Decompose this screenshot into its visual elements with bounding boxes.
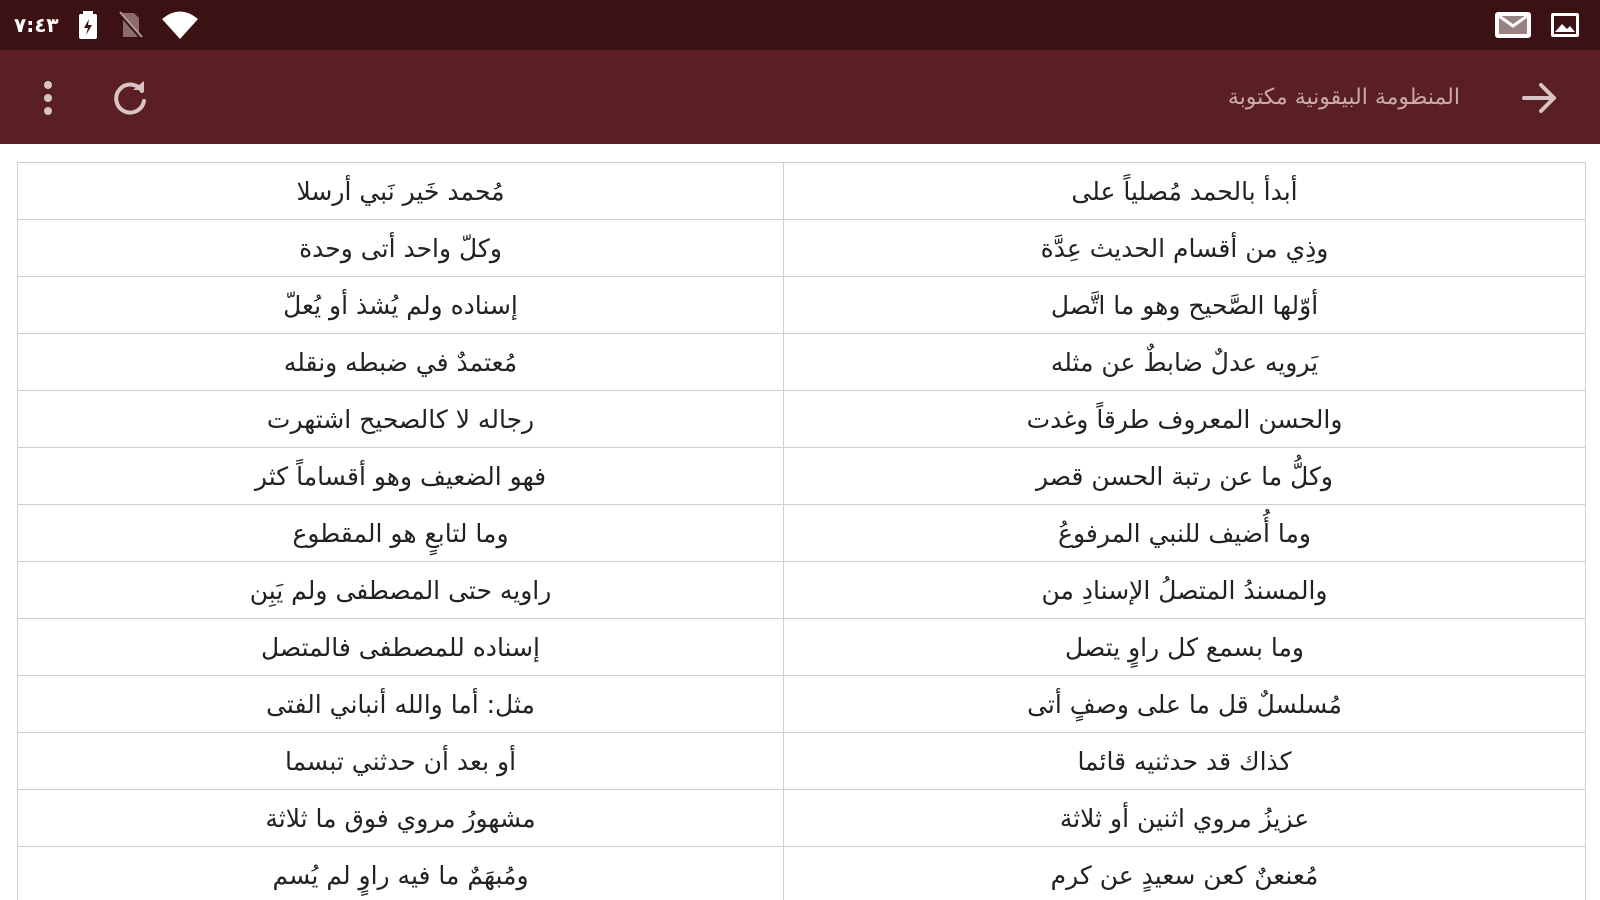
verse-second-half: مُحمد خَير نَبي أرسلا	[18, 163, 784, 220]
poem-table	[17, 162, 1586, 900]
battery-icon	[77, 10, 99, 40]
verse-first-half: يَرويه عدلٌ ضابطٌ عن مثله	[784, 334, 1586, 391]
table-row	[18, 562, 1586, 619]
verse-second-half: إسناده للمصطفى فالمتصل	[18, 619, 784, 676]
table-row	[18, 847, 1586, 900]
table-row	[18, 391, 1586, 448]
verse-second-half: ومُبهَمٌ ما فيه راوٍ لم يُسم	[18, 847, 784, 900]
verse-first-half: والمسندُ المتصلُ الإسنادِ من	[784, 562, 1586, 619]
verse-first-half: أوّلها الصَّحيح وهو ما اتَّصل	[784, 277, 1586, 334]
verse-first-half: وكلُّ ما عن رتبة الحسن قصر	[784, 448, 1586, 505]
more-options-button[interactable]	[24, 72, 72, 124]
wifi-icon	[161, 10, 199, 40]
table-row	[18, 277, 1586, 334]
verse-first-half: وما أُضيف للنبي المرفوعُ	[784, 505, 1586, 562]
arrow-back-icon	[1522, 82, 1558, 114]
verse-first-half: أبدأ بالحمد مُصلياً على	[784, 163, 1586, 220]
status-time: ٧:٤٣	[14, 13, 59, 37]
more-vert-icon	[43, 80, 53, 116]
verse-second-half: رجاله لا كالصحيح اشتهرت	[18, 391, 784, 448]
refresh-icon	[111, 79, 149, 117]
verse-second-half: مُعتمدٌ في ضبطه ونقله	[18, 334, 784, 391]
verse-second-half: راويه حتى المصطفى ولم يَبِن	[18, 562, 784, 619]
verse-first-half: عزيزُ مروي اثنين أو ثلاثة	[784, 790, 1586, 847]
no-sim-icon	[117, 11, 143, 39]
table-row	[18, 619, 1586, 676]
verse-second-half: مثل: أما والله أنباني الفتى	[18, 676, 784, 733]
app-toolbar	[0, 50, 1600, 144]
table-row	[18, 790, 1586, 847]
page-title: المنظومة البيقونية مكتوبة	[1227, 84, 1460, 110]
verse-second-half: فهو الضعيف وهو أقساماً كثر	[18, 448, 784, 505]
verse-first-half: والحسن المعروف طرقاً وغدت	[784, 391, 1586, 448]
status-left-group	[14, 0, 199, 50]
verse-second-half: وما لتابعٍ هو المقطوع	[18, 505, 784, 562]
table-row	[18, 163, 1586, 220]
table-row	[18, 733, 1586, 790]
verse-first-half: كذاك قد حدثنيه قائما	[784, 733, 1586, 790]
refresh-button[interactable]	[102, 72, 158, 124]
verse-first-half: وما بسمع كل راوٍ يتصل	[784, 619, 1586, 676]
mail-icon	[1494, 10, 1532, 40]
verse-second-half: أو بعد أن حدثني تبسما	[18, 733, 784, 790]
image-icon	[1550, 11, 1580, 39]
table-row	[18, 448, 1586, 505]
verse-second-half: مشهورُ مروي فوق ما ثلاثة	[18, 790, 784, 847]
verse-first-half: مُسلسلٌ قل ما على وصفٍ أتى	[784, 676, 1586, 733]
table-row	[18, 676, 1586, 733]
verse-second-half: إسناده ولم يُشذ أو يُعلّ	[18, 277, 784, 334]
table-row	[18, 505, 1586, 562]
status-bar	[0, 0, 1600, 50]
back-button[interactable]	[1512, 72, 1568, 124]
verse-second-half: وكلّ واحد أتى وحدة	[18, 220, 784, 277]
poem-content[interactable]	[0, 144, 1600, 900]
table-row	[18, 334, 1586, 391]
verse-first-half: مُعنعنٌ كعن سعيدٍ عن كرم	[784, 847, 1586, 900]
table-row	[18, 220, 1586, 277]
status-right-group	[1494, 0, 1580, 50]
verse-first-half: وذِي من أقسام الحديث عِدَّة	[784, 220, 1586, 277]
